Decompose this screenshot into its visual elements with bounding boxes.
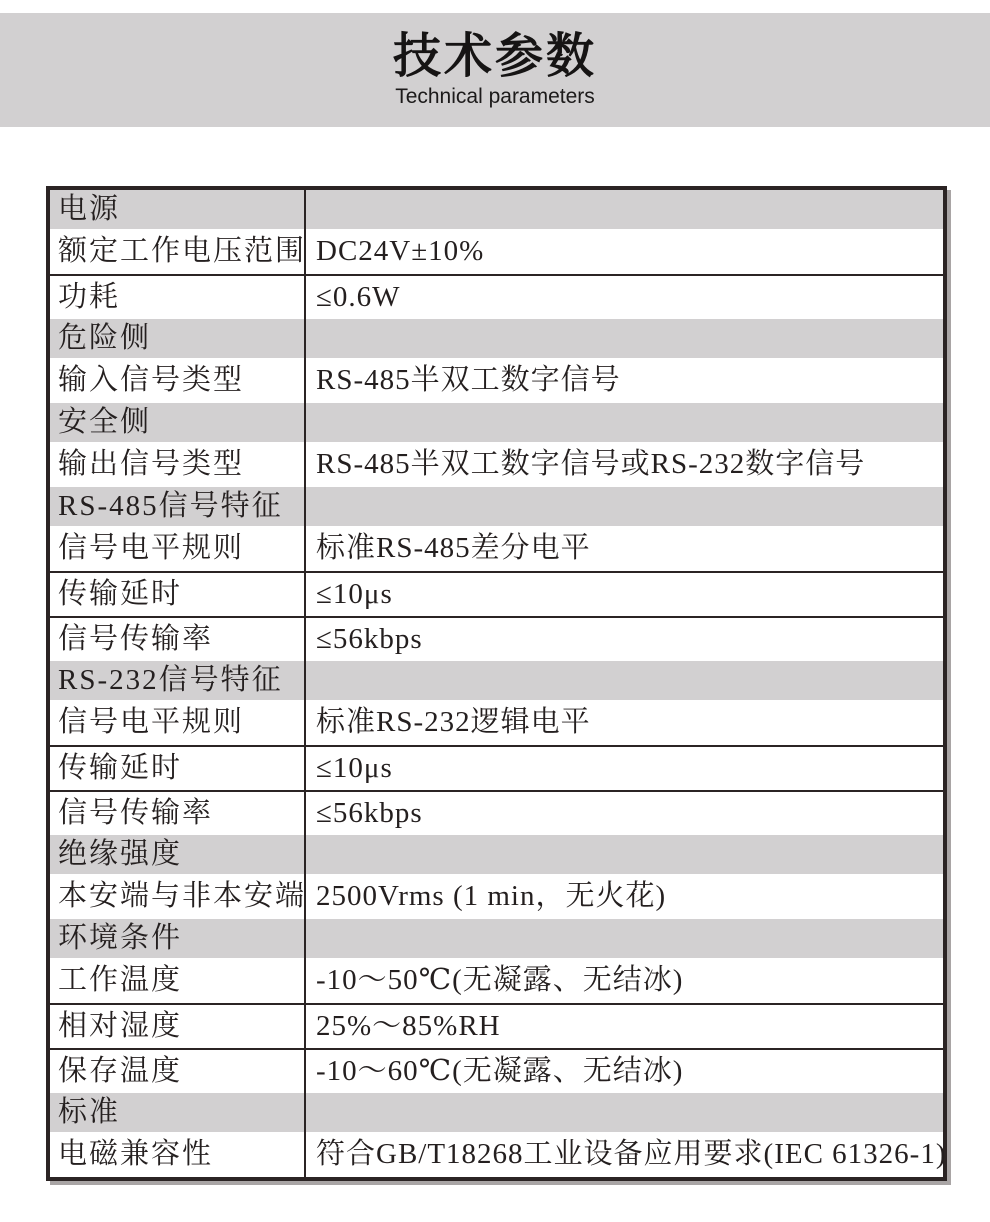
table-row [50, 616, 943, 661]
param-label-cell: 功耗 [58, 281, 121, 313]
table-row [50, 1003, 943, 1048]
table-row [50, 274, 943, 319]
param-value-cell [304, 190, 943, 229]
param-value-cell [304, 319, 943, 358]
param-label-cell: 安全侧 [58, 406, 152, 438]
param-value-cell [304, 919, 943, 958]
param-value-cell [304, 1093, 943, 1132]
param-label-cell: 传输延时 [58, 752, 183, 784]
param-label-cell: RS-485信号特征 [58, 490, 283, 522]
param-label-cell: 信号电平规则 [58, 706, 245, 738]
param-value-cell: 2500Vrms (1 min，无火花) [304, 874, 943, 919]
param-value-cell: ≤56kbps [304, 618, 943, 661]
table-section-row [50, 919, 943, 958]
param-value-cell [304, 661, 943, 700]
param-value-cell: 标准RS-485差分电平 [304, 526, 943, 571]
table-row [50, 874, 943, 919]
param-label-cell: 保存温度 [58, 1055, 183, 1087]
param-label-cell: 传输延时 [58, 578, 183, 610]
param-label-cell: 额定工作电压范围 [58, 235, 307, 267]
param-label-cell: 标准 [58, 1096, 121, 1128]
param-value-cell: ≤0.6W [304, 276, 943, 319]
param-value-cell [304, 403, 943, 442]
param-label-cell: 信号电平规则 [58, 532, 245, 564]
table-section-row [50, 1093, 943, 1132]
param-label-cell: 危险侧 [58, 322, 152, 354]
param-label-cell: 输出信号类型 [58, 448, 245, 480]
table-row [50, 526, 943, 571]
param-value-cell: 25%～85%RH [304, 1005, 943, 1048]
param-value-cell: -10～50℃(无凝露、无结冰) [304, 958, 943, 1003]
param-value-cell: -10～60℃(无凝露、无结冰) [304, 1050, 943, 1093]
page-subtitle: Technical parameters [395, 85, 595, 109]
table-row [50, 958, 943, 1003]
table-row [50, 790, 943, 835]
table-row [50, 571, 943, 616]
param-value-cell: ≤10μs [304, 747, 943, 790]
table-section-row [50, 661, 943, 700]
param-value-cell: RS-485半双工数字信号 [304, 358, 943, 403]
technical-parameters-table [46, 186, 947, 1181]
table-row [50, 1048, 943, 1093]
param-value-cell: 标准RS-232逻辑电平 [304, 700, 943, 745]
param-value-cell: 符合GB/T18268工业设备应用要求(IEC 61326-1) [304, 1132, 947, 1177]
table-section-row [50, 835, 943, 874]
table-row [50, 700, 943, 745]
table-section-row [50, 190, 943, 229]
param-value-cell [304, 835, 943, 874]
table-row [50, 1132, 947, 1177]
param-value-cell: DC24V±10% [304, 229, 943, 274]
table-row [50, 442, 943, 487]
param-label-cell: 信号传输率 [58, 623, 214, 655]
table-row [50, 229, 943, 274]
param-label-cell: 电磁兼容性 [58, 1138, 214, 1170]
param-label-cell: 输入信号类型 [58, 364, 245, 396]
table-section-row [50, 319, 943, 358]
table-row [50, 745, 943, 790]
param-label-cell: 电源 [58, 193, 121, 225]
param-label-cell: 绝缘强度 [58, 838, 183, 870]
param-value-cell: ≤56kbps [304, 792, 943, 835]
table-section-row [50, 487, 943, 526]
param-value-cell: ≤10μs [304, 573, 943, 616]
title-band [0, 13, 990, 127]
param-label-cell: RS-232信号特征 [58, 664, 283, 696]
param-label-cell: 本安端与非本安端 [58, 880, 307, 912]
param-label-cell: 相对湿度 [58, 1010, 183, 1042]
param-value-cell [304, 487, 943, 526]
param-label-cell: 环境条件 [58, 922, 183, 954]
table-row [50, 358, 943, 403]
param-label-cell: 信号传输率 [58, 797, 214, 829]
table-section-row [50, 403, 943, 442]
param-value-cell: RS-485半双工数字信号或RS-232数字信号 [304, 442, 943, 487]
param-label-cell: 工作温度 [58, 964, 183, 996]
page-title: 技术参数 [392, 29, 597, 83]
